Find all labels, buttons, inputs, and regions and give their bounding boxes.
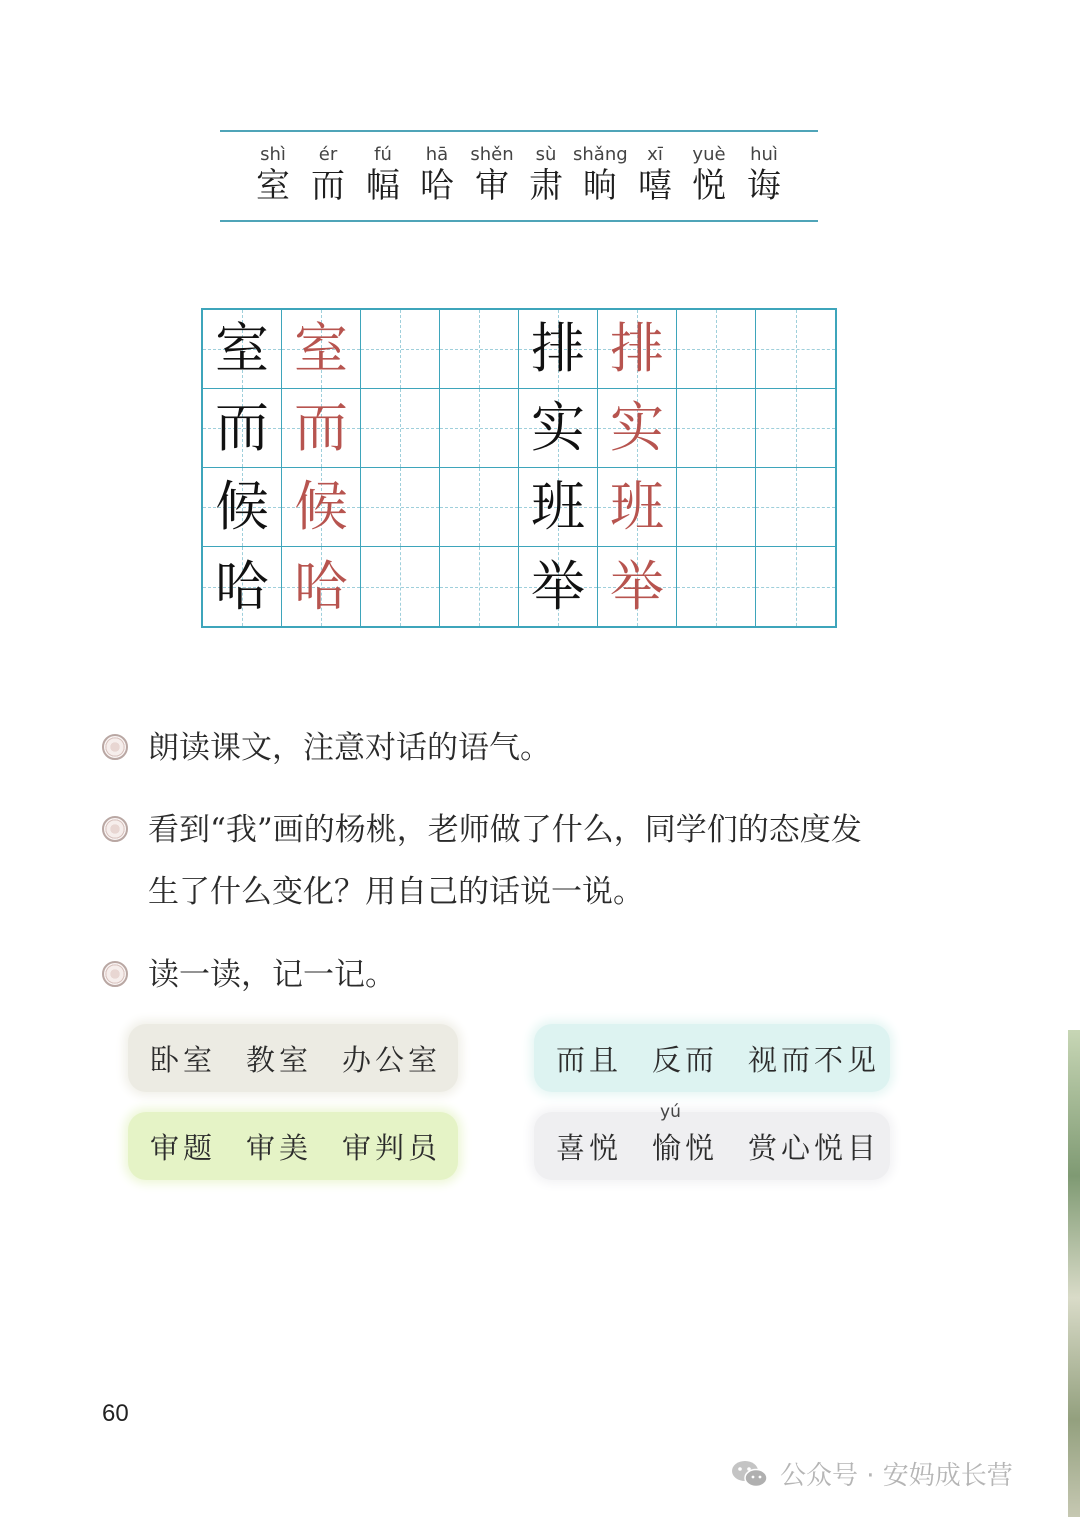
word-with-ruby [652,1101,719,1167]
band-char: 嘻 [638,166,672,206]
grid-cell [361,547,440,626]
trace-char: 实 [610,396,664,459]
flower-bullet-icon [102,961,128,987]
trace-char: 候 [294,475,348,538]
exercise-2 [102,800,962,924]
band-char: 肃 [529,166,563,206]
wechat-icon [730,1459,770,1489]
grid-cell [203,389,282,468]
band-item [246,144,300,206]
band-char: 哈 [420,166,454,206]
model-char: 哈 [215,554,269,618]
band-item [737,144,791,206]
model-char: 候 [215,475,269,538]
band-char: 诲 [747,166,781,206]
word: 赏心悦目 [748,1130,881,1165]
band-char: 而 [311,166,345,206]
grid-cell [203,547,282,626]
word-box-yue [534,1101,890,1180]
grid-cell [677,389,756,468]
band-item [465,144,519,206]
grid-cell [203,310,282,389]
band-pinyin: xī [647,144,663,165]
band-item [410,144,464,206]
trace-char: 班 [610,475,664,538]
trace-char: 排 [610,317,664,380]
word-box-er [534,1024,890,1092]
page-number: 60 [102,1400,129,1427]
model-char: 班 [531,475,585,538]
exercise-1 [102,718,962,778]
trace-char: 举 [610,554,664,618]
grid-cell [598,310,677,389]
grid-cell [519,468,598,547]
band-char: 审 [475,166,509,206]
band-pinyin: yuè [692,144,726,165]
band-pinyin: fú [374,144,392,165]
trace-char: 哈 [294,554,348,618]
word: 审判员 [342,1130,442,1165]
exercise-text-line2: 生了什么变化？用自己的话说一说。 [148,874,644,910]
word-box-shi [128,1024,458,1092]
word: 教室 [246,1042,313,1077]
grid-cell [282,468,361,547]
word: 反而 [652,1042,719,1077]
word: 喜悦 [556,1130,623,1165]
model-char: 排 [531,317,585,380]
grid-cell [440,310,519,389]
grid-cell [756,310,835,389]
grid-cell [282,389,361,468]
exercise-text: 看到“我”画的杨桃，老师做了什么，同学们的态度发 [148,812,862,848]
exercise-text: 读一读，记一记。 [148,957,396,993]
band-item [301,144,355,206]
word: 审美 [246,1130,313,1165]
grid-cell [440,547,519,626]
word: 办公室 [342,1042,442,1077]
word-box-shen [128,1112,458,1180]
grid-cell [677,310,756,389]
grid-cell [361,310,440,389]
band-item [573,144,627,206]
grid-cell [361,389,440,468]
word: 而且 [556,1042,623,1077]
word: 审题 [150,1130,217,1165]
flower-bullet-icon [102,816,128,842]
grid-cell [282,547,361,626]
grid-cell [203,468,282,547]
band-pinyin: ér [318,144,338,165]
grid-cell [519,310,598,389]
band-item [682,144,736,206]
model-char: 室 [215,317,269,380]
watermark-text: 公众号 · 安妈成长营 [780,1461,1013,1491]
band-pinyin: shěn [470,144,514,165]
band-pinyin: sù [535,144,557,165]
band-char: 悦 [692,166,726,206]
grid-cell [282,310,361,389]
grid-cell [598,547,677,626]
trace-char: 室 [294,317,348,380]
exercise-3 [102,945,962,1005]
grid-cell [756,389,835,468]
band-pinyin: shì [260,144,286,165]
band-char: 室 [256,166,290,206]
band-pinyin: hā [425,144,449,165]
new-characters-band [220,130,818,222]
word: 卧室 [150,1042,217,1077]
grid-cell [598,468,677,547]
writing-grid [201,308,837,628]
grid-cell [756,468,835,547]
watermark [730,1455,1013,1492]
band-item [519,144,573,206]
grid-cell [756,547,835,626]
model-char: 实 [531,396,585,459]
band-char: 幅 [366,166,400,206]
grid-cell [598,389,677,468]
trace-char: 而 [294,396,348,459]
model-char: 而 [215,396,269,459]
grid-cell [440,389,519,468]
exercise-text: 朗读课文，注意对话的语气。 [148,730,551,766]
band-item [628,144,682,206]
band-pinyin: shǎng [573,144,628,165]
word: 愉悦 [652,1130,719,1165]
band-pinyin: huì [750,144,778,165]
grid-cell [361,468,440,547]
grid-cell [677,547,756,626]
model-char: 举 [531,554,585,618]
word: 视而不见 [748,1042,881,1077]
grid-cell [677,468,756,547]
grid-cell [519,389,598,468]
next-page-edge [1068,1030,1080,1517]
grid-cell [440,468,519,547]
band-item [356,144,410,206]
pinyin-ruby: yú [660,1101,681,1122]
flower-bullet-icon [102,734,128,760]
band-char: 晌 [583,166,617,206]
grid-cell [519,547,598,626]
